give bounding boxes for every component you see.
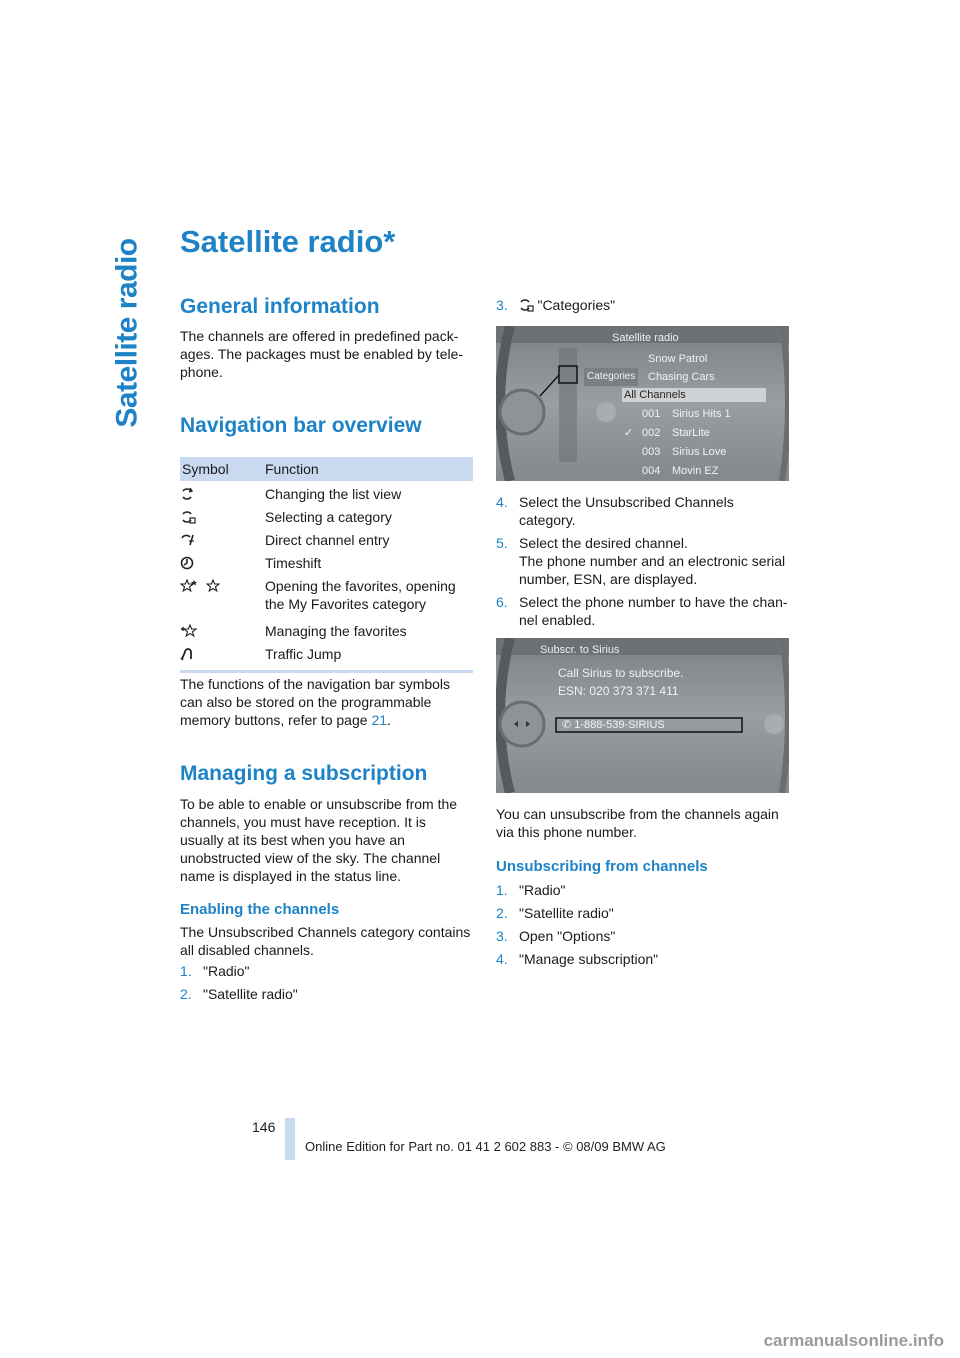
table-row	[180, 573, 473, 618]
unsubscribing-steps	[496, 881, 789, 973]
list-item: 001 Sirius Hits 1	[642, 408, 731, 420]
category-icon	[518, 298, 534, 312]
list-item: 1. "Radio"	[496, 882, 566, 898]
table-row	[180, 641, 473, 664]
subscription-text: To be able to enable or unsubscribe from the channels, you must have reception. It is usually at its best when you have an unobstructed view of the sky. The channel name is displayed in the status line.	[180, 796, 458, 884]
list-item: 1. "Radio"	[180, 963, 250, 979]
function-text: Selecting a category	[265, 509, 392, 525]
heading-general-information: General information	[180, 295, 380, 318]
table-row	[180, 504, 473, 527]
list-item: 3. Open "Options"	[496, 928, 616, 944]
page-title: Satellite radio*	[180, 224, 396, 259]
function-text: Opening the favorites, opening the My Favorites category	[265, 578, 456, 612]
table-row	[180, 618, 473, 641]
column-symbol: Symbol	[182, 461, 229, 477]
screen-list	[648, 350, 715, 386]
table-row	[180, 550, 473, 573]
footer-edition-text: Online Edition for Part no. 01 41 2 602 883 - © 08/09 BMW AG	[305, 1139, 666, 1154]
list-item: 4. Select the Unsubscribed Channels category.	[496, 494, 734, 528]
screen-title: Satellite radio	[612, 332, 679, 344]
timeshift-icon	[180, 556, 194, 570]
table-row	[180, 481, 473, 504]
heading-unsubscribing: Unsubscribing from channels	[496, 858, 708, 875]
page-reference-link[interactable]: 21	[371, 712, 388, 728]
symbol-table	[180, 457, 473, 673]
idrive-screenshot-subscribe	[496, 638, 789, 793]
footer-accent-bar	[285, 1118, 295, 1160]
side-section-tab	[108, 228, 148, 438]
page-number: 146	[252, 1119, 276, 1135]
list-item: 2. "Satellite radio"	[180, 986, 298, 1002]
table-bottom-rule	[180, 670, 473, 673]
category-icon	[180, 510, 196, 524]
manage-favorites-icon	[180, 624, 198, 638]
function-text: Changing the list view	[265, 486, 402, 502]
column-function: Function	[265, 461, 319, 477]
watermark: carmanualsonline.info	[763, 1331, 944, 1350]
screen-title: Subscr. to Sirius	[540, 644, 620, 656]
screen-decoration	[496, 638, 789, 793]
channel-list	[624, 405, 731, 481]
general-information-text: The channels are offered in predefined pack- ages. The packages must be enabled by tele- phone.	[180, 328, 464, 380]
enabling-text: The Unsubscribed Channels category contains all disabled channels.	[180, 924, 471, 958]
list-item: 5. Select the desired channel. The phone number and an electronic serial number, ESN, are displayed.	[496, 535, 786, 587]
unsubscribe-info-text: You can unsubscribe from the channels again via this phone number.	[496, 806, 779, 840]
list-view-icon	[180, 487, 194, 501]
heading-managing-subscription: Managing a subscription	[180, 762, 428, 785]
list-item: Chasing Cars	[648, 371, 715, 383]
list-item: Snow Patrol	[648, 353, 708, 365]
list-item: ✓ 002 StarLite	[624, 427, 710, 439]
list-item: 6. Select the phone number to have the chan- nel enabled.	[496, 594, 788, 628]
side-section-label: Satellite radio	[111, 238, 145, 428]
memory-buttons-text: The functions of the navigation bar symbols can also be stored on the programmable memory buttons, refer to page 21.	[180, 676, 451, 728]
selected-list-item: All Channels	[624, 389, 686, 401]
direct-entry-icon	[180, 533, 196, 547]
step-3: 3. "Categories"	[496, 297, 616, 313]
star-outline-icon	[206, 579, 220, 593]
function-text: Timeshift	[265, 555, 322, 571]
list-item: 4. "Manage subscription"	[496, 951, 659, 967]
list-item: 004 Movin EZ	[642, 465, 719, 477]
enabling-steps	[180, 962, 473, 1008]
function-text: Traffic Jump	[265, 646, 342, 662]
heading-enabling-channels: Enabling the channels	[180, 901, 340, 918]
function-text: Direct channel entry	[265, 532, 390, 548]
function-text: Managing the favorites	[265, 623, 407, 639]
heading-navigation-bar-overview: Navigation bar overview	[180, 414, 422, 437]
list-item: 2. "Satellite radio"	[496, 905, 614, 921]
table-row	[180, 527, 473, 550]
list-item: 003 Sirius Love	[642, 446, 727, 458]
phone-number-entry: ✆ 1-888-539-SIRIUS	[562, 719, 665, 731]
idrive-screenshot-categories	[496, 326, 789, 481]
categories-tooltip: Categories	[584, 368, 638, 386]
favorites-icon	[180, 579, 198, 593]
symbol-table-header	[180, 457, 473, 481]
optional-equipment-mark: *	[383, 224, 396, 259]
right-steps	[496, 493, 789, 634]
traffic-jump-icon	[180, 647, 194, 661]
screen-message: Call Sirius to subscribe. ESN: 020 373 371 411	[558, 666, 684, 698]
